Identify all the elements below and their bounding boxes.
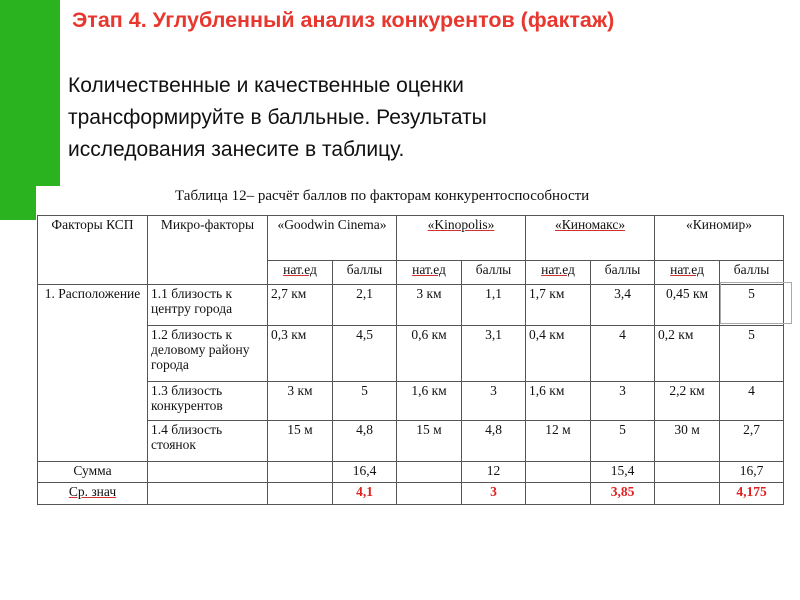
cell: 5: [333, 382, 397, 421]
cell: 0,4 км: [526, 325, 591, 381]
empty-cell: [268, 461, 333, 483]
cell: 1,6 км: [397, 382, 462, 421]
header-unit: нат.ед: [268, 261, 333, 285]
ksp-table: [37, 215, 784, 505]
avg-value: 4,1: [333, 483, 397, 505]
sum-value: 12: [462, 461, 526, 483]
table-row: [38, 285, 784, 326]
header-score: баллы: [462, 261, 526, 285]
empty-cell: [397, 461, 462, 483]
avg-label: Ср. знач: [38, 483, 148, 505]
group-label: 1. Расположение: [38, 285, 148, 462]
header-competitor: «Kinopolis»: [397, 216, 526, 261]
empty-cell: [148, 483, 268, 505]
avg-value: 3,85: [591, 483, 655, 505]
empty-cell: [526, 461, 591, 483]
cell: 1,7 км: [526, 285, 591, 326]
cell: 4: [591, 325, 655, 381]
cell: 0,6 км: [397, 325, 462, 381]
cell: 3 км: [268, 382, 333, 421]
cell: 3,1: [462, 325, 526, 381]
header-micro: Микро-факторы: [148, 216, 268, 285]
subtitle-line: Количественные и качественные оценки: [68, 74, 464, 97]
cell: 3: [591, 382, 655, 421]
header-score: баллы: [591, 261, 655, 285]
empty-cell: [655, 461, 720, 483]
cell: 12 м: [526, 420, 591, 461]
table-row: [38, 382, 784, 421]
table-row: [38, 325, 784, 381]
header-factors: Факторы КСП: [38, 216, 148, 285]
micro-factor: 1.1 близость к центру города: [148, 285, 268, 326]
cell: 2,7 км: [268, 285, 333, 326]
subtitle-line: исследования занесите в таблицу.: [68, 138, 405, 161]
header-competitor: «Киномакс»: [526, 216, 655, 261]
cell: 3 км: [397, 285, 462, 326]
avg-row: [38, 483, 784, 505]
cell: 3,4: [591, 285, 655, 326]
micro-factor: 1.2 близость к деловому району города: [148, 325, 268, 381]
header-competitor: «Киномир»: [655, 216, 784, 261]
sum-value: 16,4: [333, 461, 397, 483]
cell: 1,6 км: [526, 382, 591, 421]
empty-cell: [526, 483, 591, 505]
cell: 4,5: [333, 325, 397, 381]
empty-cell: [397, 483, 462, 505]
cell: 0,3 км: [268, 325, 333, 381]
micro-factor: 1.3 близость конкурентов: [148, 382, 268, 421]
cell: 3: [462, 382, 526, 421]
sum-label: Сумма: [38, 461, 148, 483]
header-score: баллы: [720, 261, 784, 285]
cell: 4,8: [462, 420, 526, 461]
header-unit: нат.ед: [526, 261, 591, 285]
cell: 0,2 км: [655, 325, 720, 381]
cell: 4,8: [333, 420, 397, 461]
slide-subtitle: [68, 70, 708, 166]
micro-factor: 1.4 близость стоянок: [148, 420, 268, 461]
cell: 5: [591, 420, 655, 461]
cell: 15 м: [268, 420, 333, 461]
avg-value: 3: [462, 483, 526, 505]
cell: 2,2 км: [655, 382, 720, 421]
empty-cell: [268, 483, 333, 505]
header-score: баллы: [333, 261, 397, 285]
sum-row: [38, 461, 784, 483]
avg-value: 4,175: [720, 483, 784, 505]
cell: 2,7: [720, 420, 784, 461]
cell: 0,45 км: [655, 285, 720, 326]
subtitle-line: трансформируйте в балльные. Результаты: [68, 106, 487, 129]
cell: 15 м: [397, 420, 462, 461]
cell: 30 м: [655, 420, 720, 461]
header-competitor: «Goodwin Cinema»: [268, 216, 397, 261]
header-unit: нат.ед: [655, 261, 720, 285]
cell: 1,1: [462, 285, 526, 326]
selection-box: [720, 282, 792, 324]
cell: 4: [720, 382, 784, 421]
sum-value: 16,7: [720, 461, 784, 483]
slide-title: Этап 4. Углубленный анализ конкурентов (фактаж): [72, 8, 615, 32]
table-row: [38, 420, 784, 461]
sum-value: 15,4: [591, 461, 655, 483]
empty-cell: [655, 483, 720, 505]
empty-cell: [148, 461, 268, 483]
cell: 2,1: [333, 285, 397, 326]
table-caption: Таблица 12– расчёт баллов по факторам конкурентоспособности: [175, 188, 590, 204]
cell: 5: [720, 285, 784, 326]
cell: 5: [720, 325, 784, 381]
header-unit: нат.ед: [397, 261, 462, 285]
